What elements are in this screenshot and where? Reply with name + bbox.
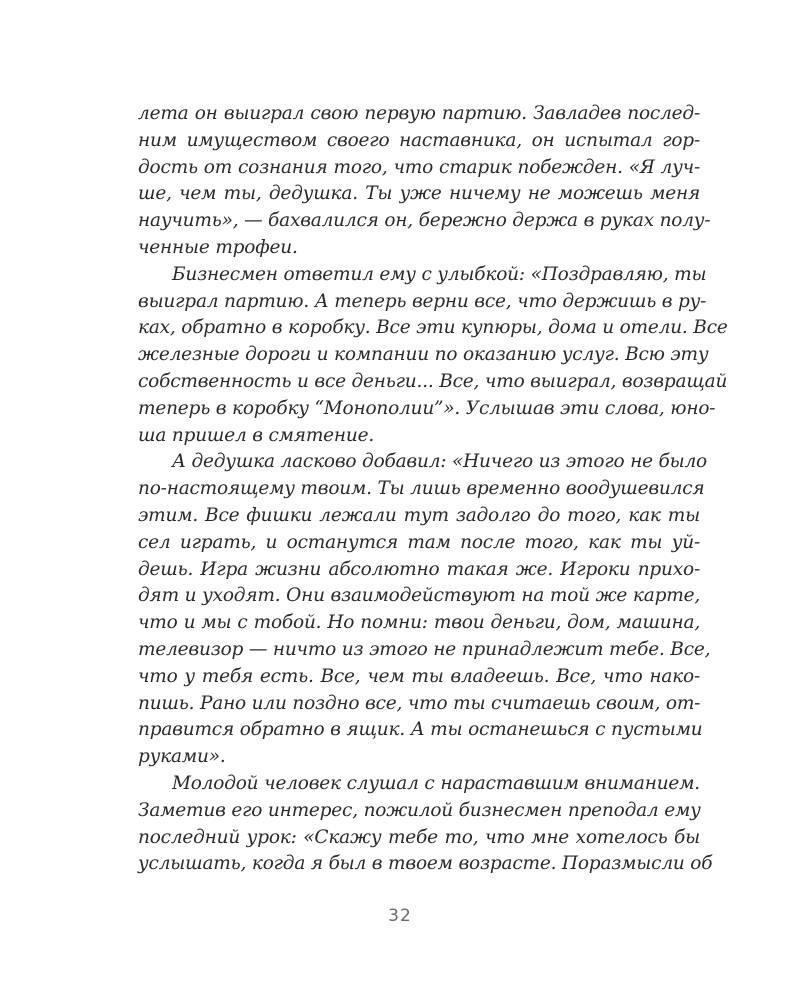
text-line: А дедушка ласково добавил: «Ничего из этого не было [172, 451, 707, 473]
text-line: собственность и все деньги... Все, что выиграл, возвращай [138, 370, 728, 392]
text-line: теперь в коробку “Монополии”». Услышав эти слова, юно- [138, 397, 716, 419]
text-line: железные дороги и компании по оказанию услуг. Всю эту [138, 344, 709, 366]
text-line: пишь. Рано или поздно все, что ты считаешь своим, от- [138, 692, 701, 714]
text-line: Молодой человек слушал с нараставшим вниманием. [172, 772, 700, 794]
text-line: этим. Все фишки лежали тут задолго до того, как ты [138, 504, 700, 526]
text-line: ше, чем ты, дедушка. Ты уже ничему не можешь меня [138, 183, 700, 205]
text-line: дят и уходят. Они взаимодействуют на той же карте, [138, 585, 700, 607]
text-line: ним имуществом своего наставника, он испытал гор- [138, 129, 700, 151]
text-line: выиграл партию. А теперь верни все, что держишь в ру- [138, 290, 707, 312]
text-line: по-настоящему твоим. Ты лишь временно воодушевился [138, 478, 705, 500]
text-line: телевизор — ничто из этого не принадлежит тебе. Все, [138, 638, 711, 660]
text-line: последний урок: «Скажу тебе то, что мне хотелось бы [138, 826, 700, 848]
text-line: дость от сознания того, что старик побежден. «Я луч- [138, 156, 700, 178]
text-line: научить», — бахвалился он, бережно держа в руках полу- [138, 210, 711, 232]
text-line: ках, обратно в коробку. Все эти купюры, дома и отели. Все [138, 317, 728, 339]
text-line: что и мы с тобой. Но помни: твои деньги, дом, машина, [138, 612, 700, 634]
page-body-text [138, 101, 728, 878]
text-line: ченные трофеи. [138, 236, 298, 258]
text-line: Заметив его интерес, пожилой бизнесмен преподал ему [138, 799, 701, 821]
text-line: лета он выиграл свою первую партию. Завладев послед- [138, 103, 700, 124]
text-line: правится обратно в ящик. А ты останешься с пустыми [138, 719, 703, 741]
page-number: 32 [388, 906, 412, 926]
text-line: услышать, когда я был в твоем возрасте. Поразмысли об [138, 853, 713, 875]
text-line: ша пришел в смятение. [138, 424, 375, 446]
text-line: руками». [138, 746, 226, 768]
text-line: Бизнесмен ответил ему с улыбкой: «Поздравляю, ты [172, 263, 707, 285]
text-line: дешь. Игра жизни абсолютно такая же. Игроки прихо- [138, 558, 700, 580]
text-line: что у тебя есть. Все, чем ты владеешь. Все, что нако- [138, 665, 700, 687]
text-line: сел играть, и останутся там после того, как ты уй- [138, 531, 700, 553]
